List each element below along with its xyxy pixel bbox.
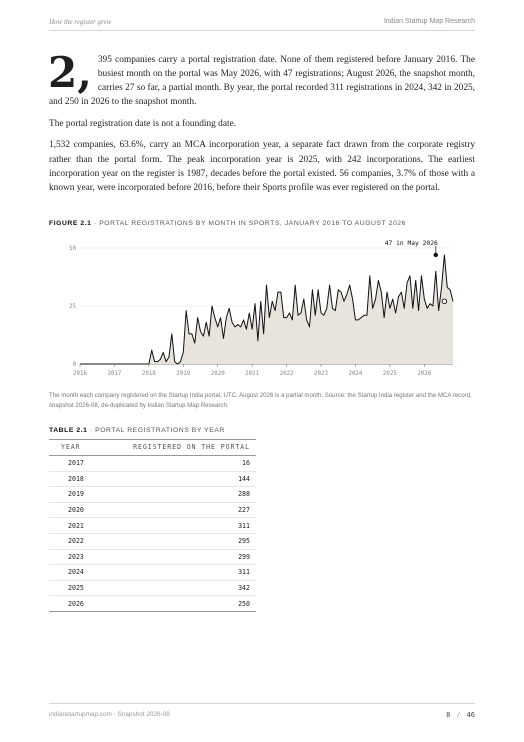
table-row xyxy=(49,487,256,503)
current-page: 8 xyxy=(446,711,451,719)
footer-source: indianstartupmap.com · Snapshot 2026-08 xyxy=(49,711,170,718)
y-tick-label: 50 xyxy=(69,246,76,252)
running-header xyxy=(49,18,475,30)
table-title xyxy=(49,427,225,434)
total-pages: 46 xyxy=(466,711,475,719)
page-separator: / xyxy=(456,711,461,719)
header-rule xyxy=(49,30,475,31)
partial-month-marker xyxy=(442,299,447,304)
peak-marker xyxy=(434,253,438,257)
table-title-text: PORTAL REGISTRATIONS BY YEAR xyxy=(95,427,225,434)
table-row xyxy=(49,533,256,549)
table-label: TABLE 2.1 xyxy=(49,427,88,434)
footer-rule xyxy=(49,703,475,704)
x-tick-label: 2017 xyxy=(107,371,122,377)
paragraph-founding-note: The portal registration date is not a founding date. xyxy=(49,119,237,130)
x-tick-label: 2026 xyxy=(417,371,432,377)
x-tick-label: 2025 xyxy=(382,371,397,377)
y-tick-label: 25 xyxy=(69,304,76,310)
registrations-chart xyxy=(49,236,475,384)
paragraph-incorporation: 1,532 companies, 63.6%, carry an MCA incorporation year, a separate fact drawn from the corporate registry rather than the portal form. The peak incorporation year is 2025, with 242 incorporations. The earliest incorporation year on the register is 1987, decades before the portal existed. 56 companies, 3.7% of those with a known year, were incorporated before 2016, before their Sports profile was ever registered on the portal. xyxy=(49,140,475,193)
drop-cap: 2, xyxy=(48,48,92,97)
table-row xyxy=(49,580,256,596)
year-cell: 2021 xyxy=(49,518,95,534)
registered-cell: 299 xyxy=(95,549,256,565)
year-cell: 2023 xyxy=(49,549,95,565)
year-cell: 2025 xyxy=(49,580,95,596)
lead-paragraph-text: 395 companies carry a portal registration date. None of them registered before January 2016. The busiest month on the portal was May 2026, with 47 registrations; August 2026, the snapshot month, carries 27 so far, a partial month. By year, the portal recorded 311 registrations in 2024, 342 in 2025, and 250 in 2026 to the snapshot month. xyxy=(49,55,475,108)
x-tick-label: 2019 xyxy=(176,371,191,377)
page-number xyxy=(446,711,475,719)
year-cell: 2026 xyxy=(49,596,95,612)
x-tick-label: 2020 xyxy=(210,371,225,377)
table-row xyxy=(49,502,256,518)
body-text xyxy=(48,48,475,202)
table-row xyxy=(49,518,256,534)
year-cell: 2018 xyxy=(49,471,95,487)
table-row xyxy=(49,456,256,472)
table-header-row xyxy=(49,440,256,456)
year-cell: 2024 xyxy=(49,565,95,581)
registered-cell: 311 xyxy=(95,518,256,534)
x-tick-label: 2016 xyxy=(73,371,87,377)
year-cell: 2020 xyxy=(49,502,95,518)
table-row xyxy=(49,471,256,487)
year-cell: 2019 xyxy=(49,487,95,503)
x-tick-label: 2018 xyxy=(141,371,156,377)
figure-title-text: PORTAL REGISTRATIONS BY MONTH IN SPORTS, JANUARY 2016 TO AUGUST 2026 xyxy=(99,220,406,227)
table-row xyxy=(49,596,256,612)
registered-cell: 311 xyxy=(95,565,256,581)
table-separator: · xyxy=(87,427,96,434)
registered-cell: 227 xyxy=(95,502,256,518)
y-tick-label: 0 xyxy=(72,362,76,368)
table-row xyxy=(49,549,256,565)
x-tick-label: 2024 xyxy=(348,371,363,377)
year-cell: 2017 xyxy=(49,456,95,472)
registered-cell: 144 xyxy=(95,471,256,487)
publication-name: Indian Startup Map Research xyxy=(383,18,475,25)
figure-separator: · xyxy=(91,220,100,227)
figure-label: FIGURE 2.1 xyxy=(49,220,92,227)
peak-annotation: 47 in May 2026 xyxy=(384,240,438,247)
series-area xyxy=(80,255,453,364)
page-footer xyxy=(49,711,475,723)
table-row xyxy=(49,565,256,581)
registered-cell: 250 xyxy=(95,596,256,612)
column-header-year: YEAR xyxy=(49,440,95,456)
x-tick-label: 2022 xyxy=(279,371,294,377)
registered-cell: 288 xyxy=(95,487,256,503)
x-tick-label: 2021 xyxy=(245,371,260,377)
registered-cell: 342 xyxy=(95,580,256,596)
x-tick-label: 2023 xyxy=(314,371,328,377)
lead-paragraph xyxy=(48,48,475,109)
year-cell: 2022 xyxy=(49,533,95,549)
figure-caption: The month each company registered on the Startup India portal, UTC. August 2026 is a partial month. Source: the Startup India register and the MCA record, snapshot 2026-08, de-duplicated by Indian Startup Map Research. xyxy=(49,392,472,409)
registered-cell: 295 xyxy=(95,533,256,549)
table-body xyxy=(49,456,256,612)
registered-cell: 16 xyxy=(95,456,256,472)
figure-title xyxy=(49,220,406,227)
column-header-registered: REGISTERED ON THE PORTAL xyxy=(95,440,256,456)
registrations-table xyxy=(49,439,256,612)
chapter-title: How the register grew xyxy=(49,18,112,26)
